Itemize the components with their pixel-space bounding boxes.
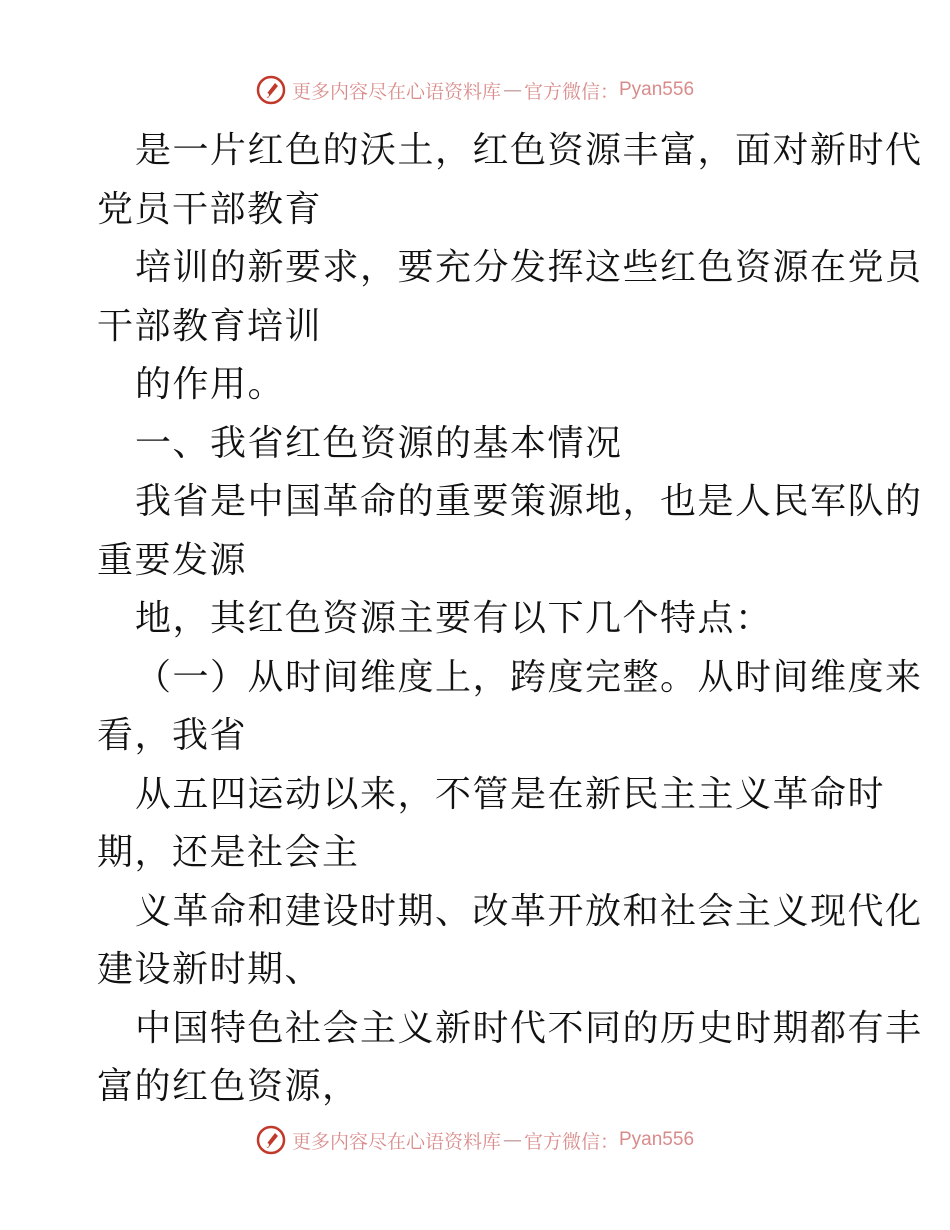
body-line: 干部教育培训 (97, 305, 323, 347)
pen-logo-icon (256, 1125, 286, 1155)
watermark-wechat-id: Pyan556 (619, 79, 695, 100)
body-line: 建设新时期、 (97, 949, 323, 990)
watermark-wechat-label: 官方微信： (523, 1130, 619, 1153)
section-heading: 一、我省红色资源的基本情况 (135, 422, 623, 464)
header-watermark (0, 70, 950, 110)
body-line: 义革命和建设时期、改革开放和社会主义现代化 (135, 890, 923, 932)
body-line: 期，还是社会主 (97, 832, 360, 873)
watermark-brand: 更多内容尽在心语资料库 (291, 1130, 501, 1153)
body-line: 看，我省 (97, 715, 248, 756)
body-line: 党员干部教育 (97, 188, 323, 230)
body-line: 培训的新要求，要充分发挥这些红色资源在党员 (135, 247, 923, 288)
subsection-heading: （一）从时间维度上，跨度完整。从时间维度来 (135, 656, 923, 698)
body-line: 是一片红色的沃土，红色资源丰富，面对新时代 (135, 130, 923, 171)
body-line: 从五四运动以来，不管是在新民主主义革命时 (135, 773, 886, 815)
body-line: 中国特色社会主义新时代不同的历史时期都有丰 (135, 1007, 923, 1049)
body-line: 地，其红色资源主要有以下几个特点： (135, 598, 773, 639)
pen-logo-icon (256, 75, 286, 105)
watermark-separator: — (502, 1129, 522, 1151)
body-line: 我省是中国革命的重要策源地，也是人民军队的 (135, 481, 923, 522)
body-line: 重要发源 (97, 539, 248, 581)
document-body (97, 122, 923, 1117)
body-line: 富的红色资源， (97, 1066, 360, 1107)
watermark-wechat-id: Pyan556 (619, 1129, 695, 1150)
body-line: 的作用。 (135, 364, 286, 405)
watermark-separator: — (502, 79, 522, 101)
footer-watermark (0, 1120, 950, 1160)
watermark-brand: 更多内容尽在心语资料库 (291, 80, 501, 103)
watermark-wechat-label: 官方微信： (523, 80, 619, 103)
